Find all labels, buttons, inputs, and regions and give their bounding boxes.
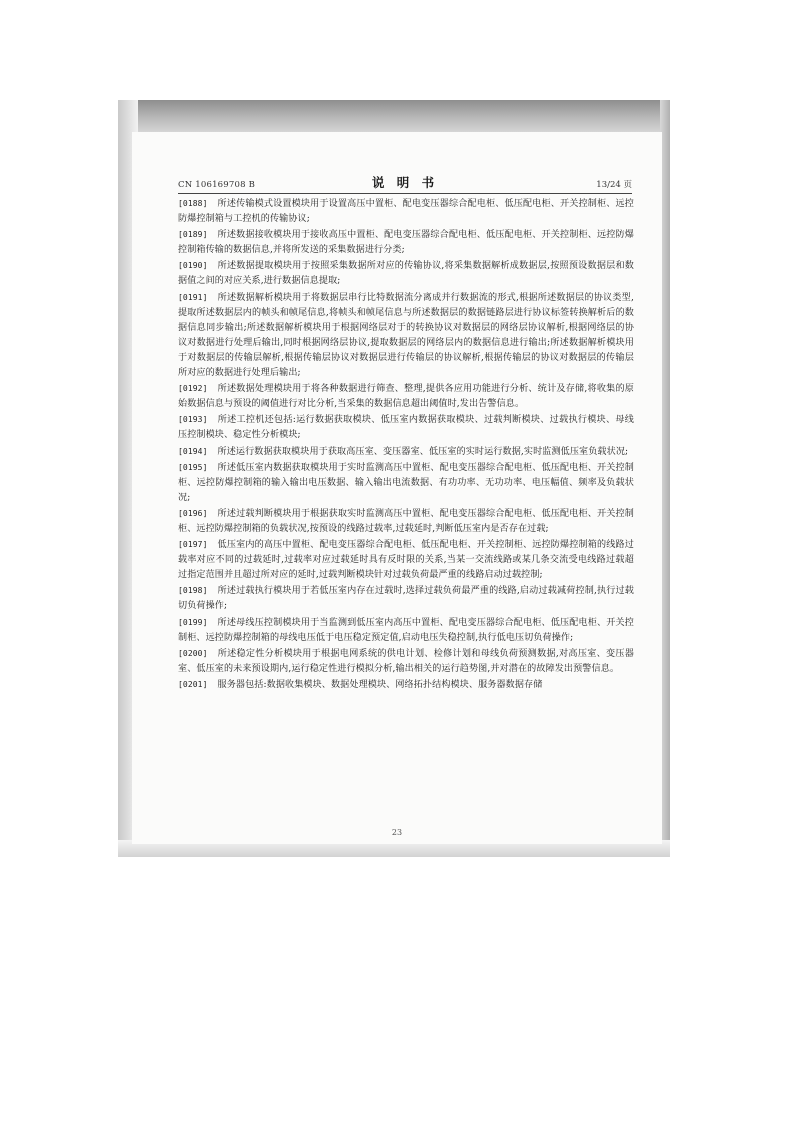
paragraph-number: [0188]: [178, 199, 208, 208]
document-page: [132, 132, 662, 844]
paragraph: [178, 646, 634, 677]
paragraph: [178, 412, 634, 443]
paragraph-text: 所述低压室内数据获取模块用于实时监测高压中置柜、配电变压器综合配电柜、低压配电柜、开关控制柜、远控防爆控制箱的输入输出电压数据、输入输出电流数据、有功功率、无功功率、电压幅值、频率及负载状况;: [178, 462, 634, 503]
paragraph-text: 所述运行数据获取模块用于获取高压室、变压器室、低压室的实时运行数据,实时监测低压室负载状况;: [217, 446, 629, 457]
paragraph-number: [0201]: [178, 679, 208, 689]
paragraph: [178, 381, 634, 412]
page-number: 23: [391, 828, 403, 837]
paragraph: [178, 290, 634, 382]
paragraph-text: 所述数据解析模块用于将数据层串行比特数据流分离成并行数据流的形式,根据所述数据层的协议类型,提取所述数据层内的帧头和帧尾信息,将帧头和帧尾信息与所述数据层的数据链路层进行协议标签转换解析后的数据信息同步输出;所述数据解析模块用于根据网络层对于的转换协议对数据层的网络层协议解析,根据网络层的协议对数据进行处理后输出,同时根据网络层协议,提取数据层的网络层内的数据信息进行输出;所述数据解析模块用于对数据层的传输层解析,根据传输层协议对数据层进行传输层的协议解析,根据传输层的协议对数据层的传输层所对应的数据进行处理后输出;: [178, 292, 634, 379]
paragraph-number: [0193]: [178, 415, 208, 425]
paragraph-number: [0199]: [178, 617, 208, 627]
paragraph-number: [0197]: [178, 540, 208, 550]
paragraph-number: [0189]: [178, 230, 208, 240]
paragraph-number: [0192]: [178, 384, 208, 394]
paragraph-number: [0196]: [178, 508, 208, 518]
page-ratio: 13/24 页: [596, 180, 632, 190]
paragraph-text: 低压室内的高压中置柜、配电变压器综合配电柜、低压配电柜、开关控制柜、远控防爆控制箱的线路过载率对应不同的过载延时,过载率对应过载延时具有反时限的关系,当某一交流线路或某几条交流受电线路过载超过指定范围并且超过所对应的延时,过载判断模块针对过载负荷最严重的线路启动过载控制;: [178, 540, 634, 581]
paragraph: [178, 677, 634, 693]
paragraph-text: 所述工控机还包括:运行数据获取模块、低压室内数据获取模块、过载判断模块、过载执行模块、母线压控制模块、稳定性分析模块;: [178, 415, 634, 441]
paragraph-text: 所述数据接收模块用于接收高压中置柜、配电变压器综合配电柜、低压配电柜、开关控制柜、远控防爆控制箱传输的数据信息,并将所发送的采集数据进行分类;: [178, 230, 634, 256]
document-title: 说 明 书: [371, 175, 439, 190]
paragraph-number: [0198]: [178, 586, 208, 596]
patent-number: CN 106169708 B: [178, 180, 256, 190]
paragraph: [178, 444, 634, 460]
paragraph: [178, 258, 634, 289]
paragraph-text: 所述母线压控制模块用于当监测到低压室内高压中置柜、配电变压器综合配电柜、低压配电柜、开关控制柜、远控防爆控制箱的母线电压低于电压稳定预定值,启动电压失稳控制,执行低电压切负荷操作;: [178, 617, 634, 643]
paragraph: [178, 537, 634, 583]
paragraph-text: 所述数据提取模块用于按照采集数据所对应的传输协议,将采集数据解析成数据层,按照预设数据层和数据值之间的对应关系,进行数据信息提取;: [178, 261, 634, 287]
paragraph-number: [0191]: [178, 292, 208, 302]
body-text: [178, 196, 634, 693]
paragraph-text: 所述数据处理模块用于将各种数据进行筛查、整理,提供各应用功能进行分析、统计及存储,将收集的原始数据信息与预设的阈值进行对比分析,当采集的数据信息超出阈值时,发出告警信息。: [178, 384, 634, 410]
paragraph: [178, 583, 634, 614]
paragraph-text: 服务器包括:数据收集模块、数据处理模块、网络拓扑结构模块、服务器数据存储: [217, 679, 543, 690]
paragraph-number: [0200]: [178, 648, 208, 658]
paragraph: [178, 615, 634, 646]
paragraph-text: 所述过载判断模块用于根据获取实时监测高压中置柜、配电变压器综合配电柜、低压配电柜、开关控制柜、远控防爆控制箱的负载状况,按预设的线路过载率,过载延时,判断低压室内是否存在过载;: [178, 508, 634, 534]
paragraph: [178, 227, 634, 258]
header-rule: [178, 193, 632, 194]
paragraph-text: 所述过载执行模块用于若低压室内存在过载时,选择过载负荷最严重的线路,启动过载减荷控制,执行过载切负荷操作;: [178, 586, 634, 612]
paragraph-number: [0190]: [178, 261, 208, 271]
paragraph-text: 所述传输模式设置模块用于设置高压中置柜、配电变压器综合配电柜、低压配电柜、开关控制柜、远控防爆控制箱与工控机的传输协议;: [178, 199, 634, 225]
paragraph: [178, 506, 634, 537]
paragraph-number: [0195]: [178, 462, 208, 472]
paragraph-number: [0194]: [178, 446, 208, 456]
paragraph: [178, 460, 634, 506]
paragraph: [178, 196, 634, 227]
paragraph-text: 所述稳定性分析模块用于根据电网系统的供电计划、检修计划和母线负荷预测数据,对高压室、变压器室、低压室的未来预设期内,运行稳定性进行模拟分析,输出相关的运行趋势图,并对潜在的故障发出预警信息。: [178, 648, 634, 674]
page-header: [178, 172, 632, 192]
